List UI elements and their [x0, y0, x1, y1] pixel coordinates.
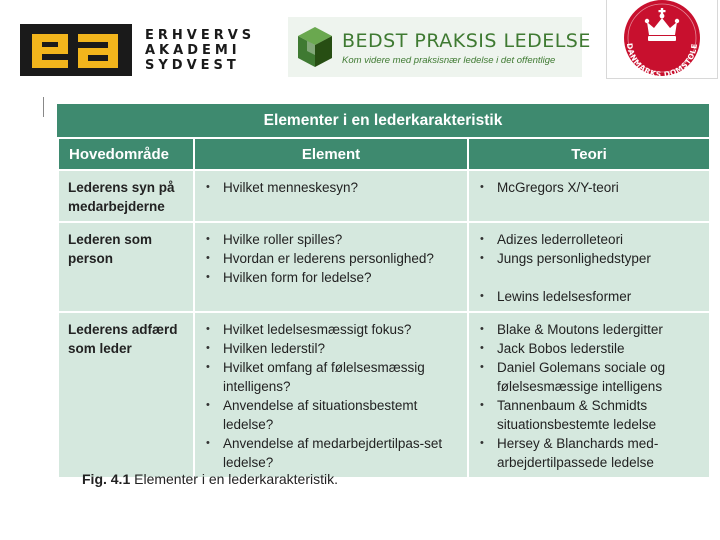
list-item: • Jack Bobos lederstile — [477, 339, 701, 358]
list-item: • Hvordan er lederens personlighed? — [203, 249, 459, 268]
ea-logo-mark — [20, 24, 132, 76]
row-theories — [468, 170, 710, 222]
list-item: • Tannenbaum & Schmidts situationsbestemte ledelse — [477, 396, 701, 434]
figure-title: Elementer i en lederkarakteristik — [57, 104, 709, 137]
table-row — [58, 222, 710, 312]
table-header-row — [58, 138, 710, 170]
danmarks-domstole-logo — [606, 0, 718, 79]
caption-label: Fig. 4.1 — [82, 471, 131, 487]
list-item: • McGregors X/Y-teori — [477, 178, 701, 197]
list-item: • Hvilket ledelsesmæssigt fokus? — [203, 320, 459, 339]
list-item: • Hvilke roller spilles? — [203, 230, 459, 249]
column-header-hovedomraade: Hovedområde — [58, 138, 194, 170]
row-elements — [194, 222, 468, 312]
list-item: • Hvilken lederstil? — [203, 339, 459, 358]
table-row — [58, 170, 710, 222]
row-area: Lederens adfærd som leder — [58, 312, 194, 478]
bpl-subtitle: Kom videre med praksisnær ledelse i det offentlige — [342, 55, 556, 66]
list-item: • Lewins ledelsesformer — [477, 287, 701, 306]
row-theories — [468, 312, 710, 478]
list-item: • Adizes lederrolleteori — [477, 230, 701, 249]
row-elements — [194, 312, 468, 478]
leadership-figure — [57, 104, 709, 470]
domstole-seal-text: DANMARKS DOMSTOLE — [624, 42, 700, 78]
caption-text: Elementer i en lederkarakteristik. — [130, 471, 338, 487]
column-header-element: Element — [194, 138, 468, 170]
list-item: • Hersey & Blanchards med-arbejdertilpassede ledelse — [477, 434, 701, 472]
list-item: • Anvendelse af situationsbestemt ledelse? — [203, 396, 459, 434]
ea-line-1: ERHVERVS — [145, 28, 256, 43]
row-theories — [468, 222, 710, 312]
list-item: • Blake & Moutons ledergitter — [477, 320, 701, 339]
table-row — [58, 312, 710, 478]
bedst-praksis-logo — [288, 17, 591, 77]
ea-line-2: AKADEMI — [145, 43, 241, 58]
list-item: • Hvilket omfang af følelsesmæssig intelligens? — [203, 358, 459, 396]
list-item: • Anvendelse af medarbejdertilpas-set ledelse? — [203, 434, 459, 472]
row-area: Lederen som person — [58, 222, 194, 312]
list-item: • Hvilken form for ledelse? — [203, 268, 459, 287]
leadership-table — [57, 137, 711, 479]
domstole-seal-icon — [607, 0, 717, 78]
row-area: Lederens syn på medarbejderne — [58, 170, 194, 222]
logo-bar — [0, 0, 720, 90]
bpl-title: BEDST PRAKSIS LEDELSE — [342, 30, 591, 52]
ea-line-3: SYDVEST — [145, 58, 240, 73]
column-header-teori: Teori — [468, 138, 710, 170]
slide-edge-marker — [43, 97, 44, 117]
list-item: • Hvilket menneskesyn? — [203, 178, 459, 197]
figure-caption — [82, 471, 338, 487]
cube-logo-icon — [294, 25, 336, 69]
ea-logo-text — [145, 28, 255, 73]
list-item: • Jungs personlighedstyper — [477, 249, 701, 268]
list-item: • Daniel Golemans sociale og følelsesmæssige intelligens — [477, 358, 701, 396]
row-elements — [194, 170, 468, 222]
